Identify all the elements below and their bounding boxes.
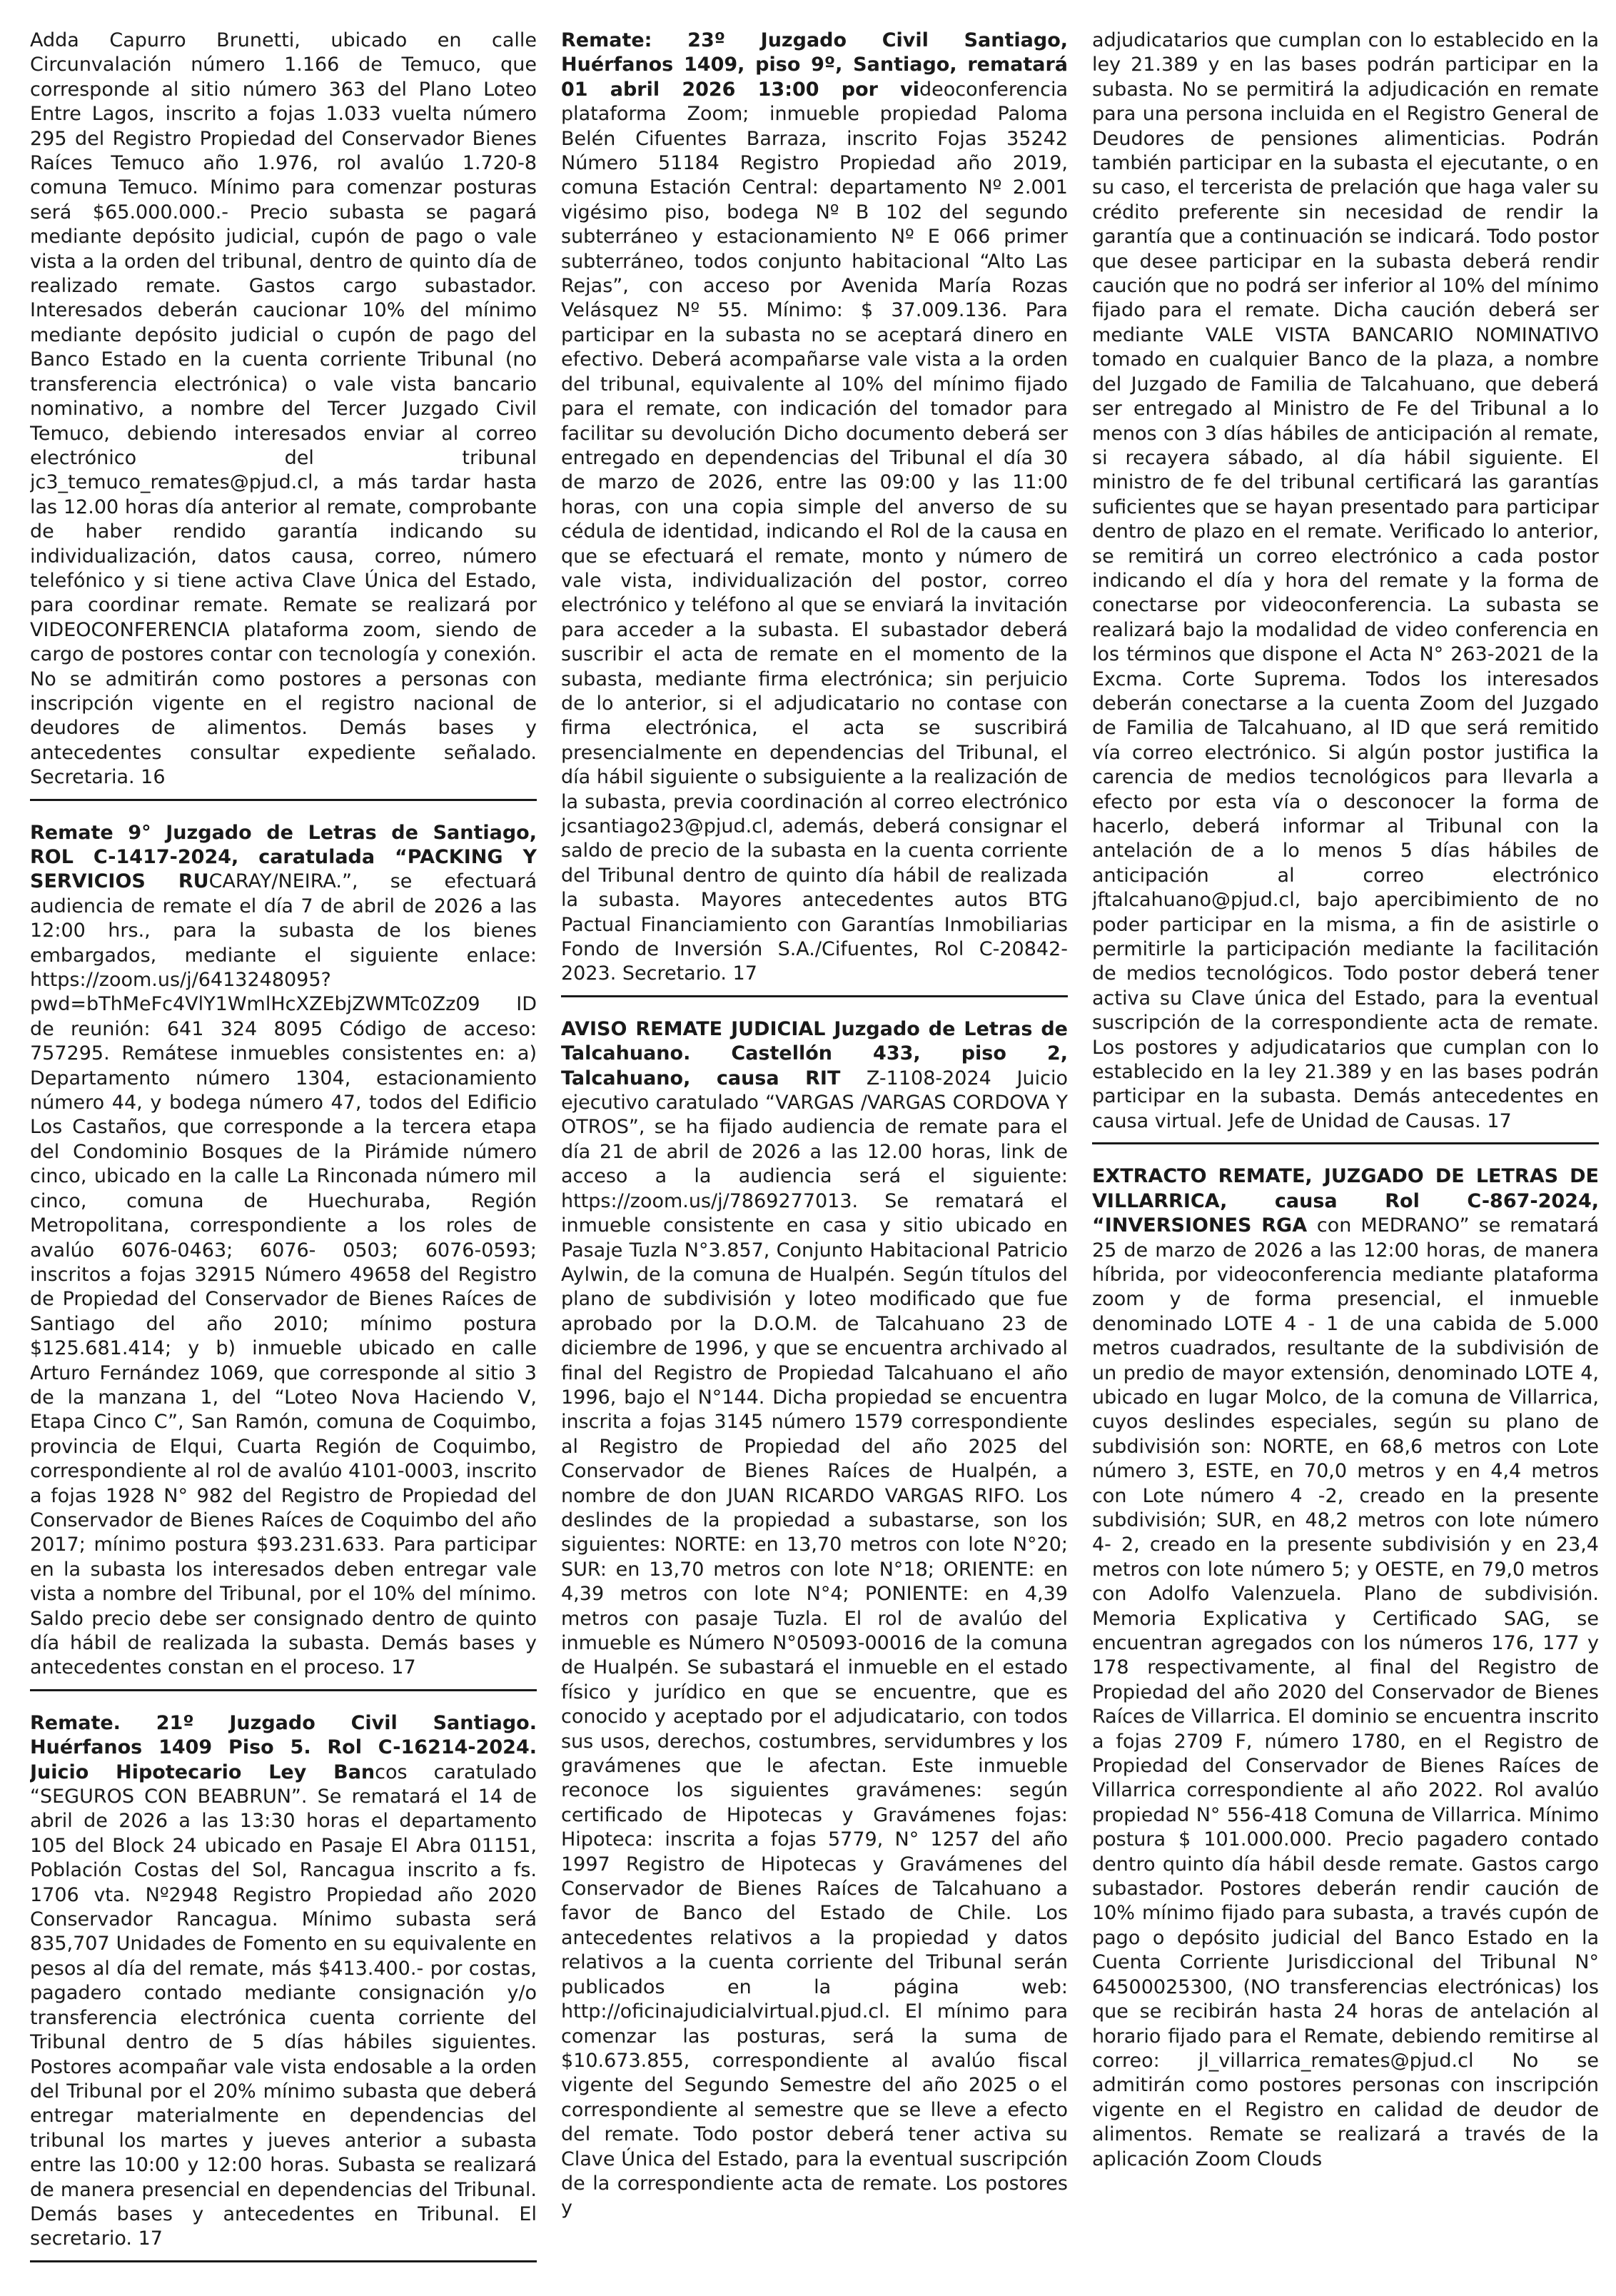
notice-body: cos caratulado “SEGUROS CON BEABRUN”. Se rematará el 14 de abril de 2026 a las 13:30 horas el departamento 105 del Block 24 ubicado en Pasaje El Abra 01151, Población Costas del Sol, Rancagua inscrito a fs. 1706 vta. Nº2948 Registro Propiedad año 2020 Conservador Rancagua. Mínimo subasta será 835,707 Unidades de Fomento en su equivalente en pesos al día del remate, más $413.400.- por costas, pagadero contado mediante consignación y/o transferencia electrónica cuenta corriente del Tribunal dentro de 5 días hábiles siguientes. Postores acompañar vale vista endosable a la orden del Tribunal por el 20% mínimo subasta que deberá entregar materialmente en dependencias del tribunal los martes y jueves anterior a subasta entre las 10:00 y 12:00 horas. Subasta se realizará de manera presencial en dependencias del Tribunal. Demás bases y antecedentes en Tribunal. El secretario. 17 <box>30 1761 537 2250</box>
notice-23-juzgado-santiago <box>561 29 1068 997</box>
notice-21-juzgado-santiago <box>30 1711 537 2262</box>
notice-body: con MEDRANO” se rematará 25 de marzo de 2026 a las 12:00 horas, de manera híbrida, por videoconferencia mediante plataforma zoom y de forma presencial, el inmueble denominado LOTE 4 - 1 de una cabida de 5.000 metros cuadrados, resultante de la subdivisión de un predio de mayor extensión, denominado LOTE 4, ubicado en lugar Molco, de la comuna de Villarrica, cuyos deslindes especiales, según su plano de subdivisión son: NORTE, en 68,6 metros con Lote número 3, ESTE, en 70,0 metros y en 4,4 metros con Lote número 4 -2, creado en la presente subdivisión; SUR, en 48,2 metros con lote número 4- 2, creado en la presente subdivisión y en 23,4 metros con lote número 5; y OESTE, en 79,0 metros con Adolfo Valenzuela. Plano de subdivisión. Memoria Explicativa y Certificado SAG, se encuentran agregados con los números 176, 177 y 178 respectivamente, al final del Registro de Propiedad del año 2020 del Conservador de Bienes Raíces de Villarrica. El dominio se encuentra inscrito a fojas 2709 F, número 1780, en el Registro de Propiedad del Conservador de Bienes Raíces de Villarrica correspondiente al año 2022. Rol avalúo propiedad N° 556-418 Comuna de Villarrica. Mínimo postura $ 101.000.000. Precio pagadero contado dentro quinto día hábil desde remate. Gastos cargo subastador. Postores deberán rendir caución de 10% mínimo fijado para subasta, a través cupón de pago o depósito judicial del Banco Estado en la Cuenta Corriente Jurisdiccional del Tribunal N° 64500025300, (NO transferencias electrónicas) los que se recibirán hasta 24 horas de antelación al horario fijado para el Remate, debiendo remitirse al correo: jl_villarrica_remates@pjud.cl No se admitirán como postores personas con inscripción vigente en el Registro en calidad de deudor de alimentos. Remate se realizará a través de la aplicación Zoom Clouds <box>1092 1214 1599 2170</box>
notice-text <box>30 821 537 1681</box>
notice-text <box>1092 29 1599 1134</box>
notice-heading: Remate: 23º Juzgado Civil Santiago, Huérfanos 1409, piso 9º, Santiago, rematará 01 abril 2026 13:00 por vi <box>561 29 1068 101</box>
notice-body: adjudicatarios que cumplan con lo establecido en la ley 21.389 y en las bases podrán participar en la subasta. No se permitirá la adjudicación en remate para una persona incluida en el Registro General de Deudores de pensiones alimenticias. Podrán también participar en la subasta el ejecutante, o en su caso, el tercerista de prelación que haga valer su crédito preferente sin necesidad de rendir la garantía que a continuación se indicará. Todo postor que desee participar en la subasta deberá rendir caución que no podrá ser inferior al 10% del mínimo fijado para el remate. Dicha caución deberá ser mediante VALE VISTA BANCARIO NOMINATIVO tomado en cualquier Banco de la plaza, a nombre del Juzgado de Familia de Talcahuano, que deberá ser entregado al Ministro de Fe del Tribunal a lo menos con 3 días hábiles de anticipación al remate, si recayera sábado, al día hábil siguiente. El ministro de fe del tribunal certificará las garantías suficientes que se hayan presentado para participar dentro de plazo en el remate. Verificado lo anterior, se remitirá un correo electrónico a cada postor indicando el día y hora del remate y la forma de conectarse por videoconferencia. La subasta se realizará bajo la modalidad de video conferencia en los términos que dispone el Acta N° 263-2021 de la Excma. Corte Suprema. Todos los interesados deberán conectarse a la cuenta Zoom del Juzgado de Familia de Talcahuano, al ID que será remitido vía correo electrónico. Si algún postor justifica la carencia de medios tecnológicos para llevarla a efecto por esta vía o desconocer la forma de hacerlo, deberá informar al Tribunal con la antelación de a lo menos 5 días hábiles de anticipación al correo electrónico jftalcahuano@pjud.cl, bajo apercibimiento de no poder participar en la misma, a fin de asistirle o permitirle la participación mediante la facilitación de medios tecnológicos. Todo postor deberá tener activa su Clave única del Estado, para la eventual suscripción de la correspondiente acta de remate. Los postores y adjudicatarios que cumplan con lo establecido en la ley 21.389 y en las bases podrán participar en la subasta. Demás antecedentes en causa virtual. Jefe de Unidad de Causas. 17 <box>1092 29 1599 1132</box>
notice-temuco-continuation <box>30 29 537 801</box>
notice-text <box>30 29 537 790</box>
notice-body: Adda Capurro Brunetti, ubicado en calle Circunvalación número 1.166 de Temuco, que corresponde al sitio número 363 del Plano Loteo Entre Lagos, inscrito a fojas 1.033 vuelta número 295 del Registro Propiedad del Conservador Bienes Raíces Temuco año 1.976, rol avalúo 1.720-8 comuna Temuco. Mínimo para comenzar posturas será $65.000.000.- Precio subasta se pagará mediante depósito judicial, cupón de pago o vale vista a la orden del tribunal, dentro de quinto día de realizado remate. Gastos cargo subastador. Interesados deberán caucionar 10% del mínimo mediante depósito judicial o cupón de pago del Banco Estado en la cuenta corriente Tribunal (no transferencia electrónica) o vale vista bancario nominativo, a nombre del Tercer Juzgado Civil Temuco, debiendo interesados enviar al correo electrónico del tribunal jc3_temuco_remates@pjud.cl, a más tardar hasta las 12.00 horas día anterior al remate, comprobante de haber rendido garantía indicando su individualización, datos causa, correo, número telefónico y si tiene activa Clave Única del Estado, para coordinar remate. Remate se realizará por VIDEOCONFERENCIA plataforma zoom, siendo de cargo de postores contar con tecnología y conexión. No se admitirán como postores a personas con inscripción vigente en el registro nacional de deudores de alimentos. Demás bases y antecedentes consultar expediente señalado. Secretaria. 16 <box>30 29 537 789</box>
notice-body: deoconferencia plataforma Zoom; inmueble propiedad Paloma Belén Cifuentes Barraza, inscrito Fojas 35242 Número 51184 Registro Propiedad año 2019, comuna Estación Central: departamento Nº 2.001 vigésimo piso, bodega Nº B 102 del segundo subterráneo y estacionamiento Nº E 066 primer subterráneo, todos conjunto habitacional “Alto Las Rejas”, con acceso por Avenida María Rozas Velásquez Nº 55. Mínimo: $ 37.009.136. Para participar en la subasta no se aceptará dinero en efectivo. Deberá acompañarse vale vista a la orden del tribunal, equivalente al 10% del mínimo fijado para el remate, con indicación del tomador para facilitar su devolución Dicho documento deberá ser entregado en dependencias del Tribunal el día 30 de marzo de 2026, entre las 09:00 y las 11:00 horas, con una copia simple del anverso de su cédula de identidad, indicando el Rol de la causa en que se efectuará el remate, monto y número de vale vista, individualización del postor, correo electrónico y teléfono al que se enviará la invitación para acceder a la subasta. El subastador deberá suscribir el acta de remate en el momento de la subasta, mediante firma electrónica; sin perjuicio de lo anterior, si el adjudicatario no contase con firma electrónica, el acta se suscribirá presencialmente en dependencias del Tribunal, el día hábil siguiente o subsiguiente a la realización de la subasta, previa coordinación al correo electrónico jcsantiago23@pjud.cl, además, deberá consignar el saldo de precio de la subasta en la cuenta corriente del Tribunal dentro de quinto día hábil de realizada la subasta. Mayores antecedentes autos BTG Pactual Financiamiento con Garantías Inmobiliarias Fondo de Inversión S.A./Cifuentes, Rol C-20842-2023. Secretario. 17 <box>561 78 1068 985</box>
notice-text <box>30 1711 537 2252</box>
notice-talcahuano <box>561 1017 1068 2230</box>
notice-villarrica <box>1092 1164 1599 2180</box>
notice-text <box>561 1017 1068 2221</box>
notice-talcahuano-continuation <box>1092 29 1599 1144</box>
notice-text <box>561 29 1068 987</box>
notice-body: Z-1108-2024 Juicio ejecutivo caratulado “VARGAS /VARGAS CORDOVA Y OTROS”, se ha fijado audiencia de remate para el día 21 de abril de 2026 a las 12.00 horas, link de acceso a la audiencia será el siguiente: https://zoom.us/j/7869277013. Se rematará el inmueble consistente en casa y sitio ubicado en Pasaje Tuzla N°3.857, Conjunto Habitacional Patricio Aylwin, de la comuna de Hualpén. Según títulos del plano de subdivisión y loteo modificado que fue aprobado por la D.O.M. de Talcahuano 23 de diciembre de 1996, y que se encuentra archivado al final del Registro de Propiedad Talcahuano el año 1996, bajo el N°144. Dicha propiedad se encuentra inscrita a fojas 3145 número 1579 correspondiente al Registro de Propiedad del año 2025 del Conservador de Bienes Raíces de Hualpén, a nombre de don JUAN RICARDO VARGAS RIFO. Los deslindes de la propiedad a subastarse, son los siguientes: NORTE: en 13,70 metros con lote N°20; SUR: en 13,70 metros con lote N°18; ORIENTE: en 4,39 metros con lote N°4; PONIENTE: en 4,39 metros con pasaje Tuzla. El rol de avalúo del inmueble es Número N°05093-00016 de la comuna de Hualpén. Se subastará el inmueble en el estado físico y jurídico en que se encuentre, que es conocido y aceptado por el adjudicatario, con todos sus usos, derechos, costumbres, servidumbres y los gravámenes que le afectan. Este inmueble reconoce los siguientes gravámenes: según certificado de Hipotecas y Gravámenes fojas: Hipoteca: inscrita a fojas 5779, N° 1257 del año 1997 Registro de Hipotecas y Gravámenes del Conservador de Bienes Raíces de Talcahuano a favor de Banco del Estado de Chile. Los antecedentes relativos a la propiedad y datos relativos a la cuenta corriente del Tribunal serán publicados en la página web: http://oficinajudicialvirtual.pjud.cl. El mínimo para comenzar las posturas, será la suma de $10.673.855, correspondiente al avalúo fiscal vigente del Segundo Semestre del año 2025 o el correspondiente al semestre que se lleve a efecto del remate. Todo postor deberá tener activa su Clave Única del Estado, para la eventual suscripción de la correspondiente acta de remate. Los postores y <box>561 1067 1068 2220</box>
column-2 <box>561 29 1068 2276</box>
notice-heading: Remate. 21º Juzgado Civil Santiago. Huérfanos 1409 Piso 5. Rol C-16214-2024. Juicio Hipotecario Ley Ban <box>30 1711 537 1783</box>
notice-body: CARAY/NEIRA.”, se efectuará audiencia de remate el día 7 de abril de 2026 a las 12:00 hrs., para la subasta de los bienes embargados, mediante el siguiente enlace: https://zoom.us/j/6413248095?pwd=bThMeFc4VlY1WmlHcXZEbjZWMTc0Zz09 ID de reunión: 641 324 8095 Código de acceso: 757295. Remátese inmuebles consistentes en: a) Departamento número 1304, estacionamiento número 44, y bodega número 47, todos del Edificio Los Castaños, que corresponde a la tercera etapa del Condominio Bosques de la Pirámide número cinco, ubicado en la calle La Rinconada número mil cinco, comuna de Huechuraba, Región Metropolitana, correspondiente a los roles de avalúo 6076-0463; 6076- 0503; 6076-0593; inscritos a fojas 32915 Número 49658 del Registro de Propiedad del Conservador de Bienes Raíces de Santiago del año 2010; mínimo postura $125.681.414; y b) inmueble ubicado en calle Arturo Fernández 1069, que corresponde al sitio 3 de la manzana 1, del “Loteo Nova Haciendo V, Etapa Cinco C”, San Ramón, comuna de Coquimbo, provincia de Elqui, Cuarta Región de Coquimbo, correspondiente al rol de avalúo 4101-0003, inscrito a fojas 1928 N° 982 del Registro de Propiedad del Conservador de Bienes Raíces de Coquimbo del año 2017; mínimo postura $93.231.633. Para participar en la subasta los interesados deben entregar vale vista a nombre del Tribunal, por el 10% del mínimo. Saldo precio debe ser consignado dentro de quinto día hábil de realizada la subasta. Demás bases y antecedentes constan en el proceso. 17 <box>30 870 537 1679</box>
notice-9-juzgado-santiago <box>30 821 537 1691</box>
notice-heading: AVISO REMATE JUDICIAL Juzgado de Letras de Talcahuano. Castellón 433, piso 2, Talcahuano, causa RIT <box>561 1017 1068 1089</box>
notice-heading: Remate 9° Juzgado de Letras de Santiago, ROL C-1417-2024, caratulada “PACKING Y SERVICIOS RU <box>30 821 537 893</box>
notice-text <box>1092 1164 1599 2172</box>
notice-heading: EXTRACTO REMATE, JUZGADO DE LETRAS DE VILLARRICA, causa Rol C-867-2024, “INVERSIONES RGA <box>1092 1165 1599 1237</box>
column-1 <box>30 29 537 2276</box>
column-3 <box>1092 29 1599 2276</box>
